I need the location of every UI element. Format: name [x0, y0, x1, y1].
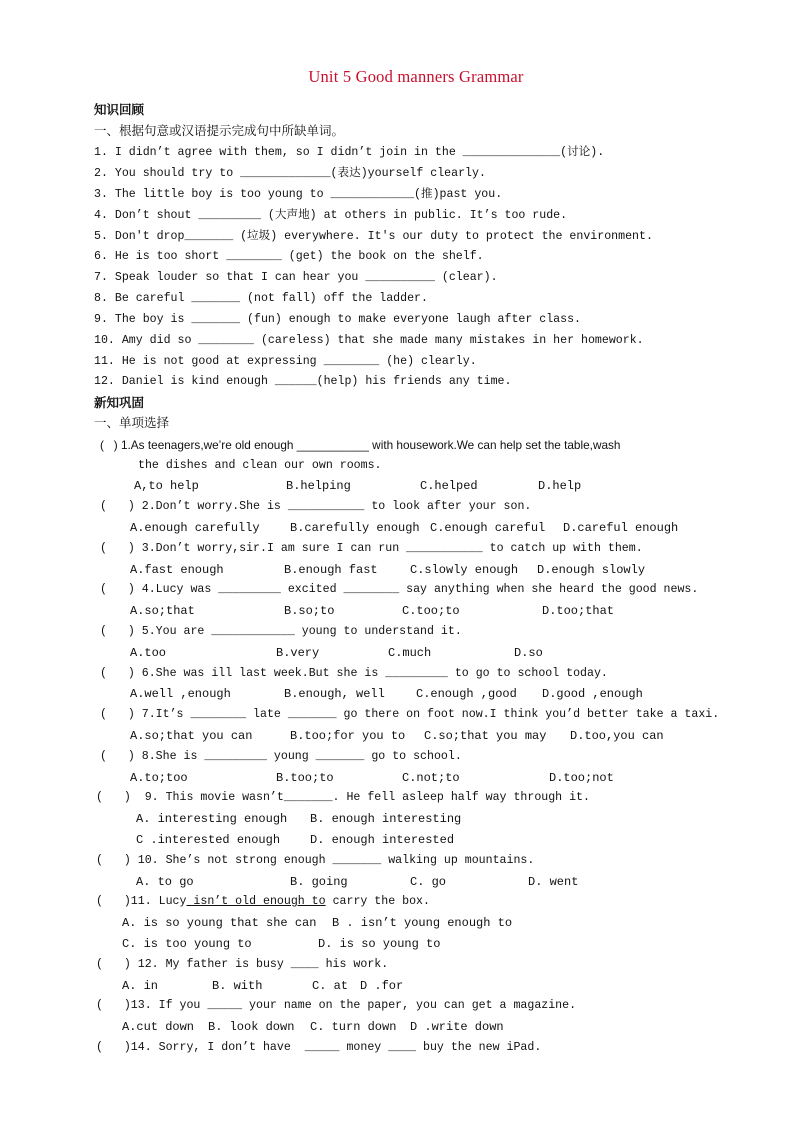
q3-option-b: B.enough fast — [284, 563, 378, 577]
fill-item-2: 2. You should try to _____________(表达)yourself clearly. — [94, 167, 486, 180]
part1-heading: 一、根据句意或汉语提示完成句中所缺单词。 — [94, 123, 345, 138]
q6-option-c: C.enough ,good — [416, 687, 517, 701]
q13-option-b: B. look down — [208, 1020, 295, 1034]
q11-option-d: D. is so young to — [318, 937, 441, 951]
mc-question-13: ( )13. If you _____ your name on the paper, you can get a magazine. — [96, 999, 577, 1012]
q2-option-c: C.enough careful — [430, 521, 546, 535]
mc-question-7: ( ) 7.It’s ________ late _______ go there on foot now.I think you’d better take a taxi. — [100, 708, 720, 721]
q2-option-d: D.careful enough — [563, 521, 679, 535]
mc-question-3: ( ) 3.Don’t worry,sir.I am sure I can run ___________ to catch up with them. — [100, 542, 643, 555]
fill-item-10: 10. Amy did so ________ (careless) that she made many mistakes in her homework. — [94, 334, 644, 347]
q10-option-a: A. to go — [136, 875, 194, 889]
q11-underlined-phrase: isn’t old enough to — [186, 895, 326, 908]
q7-option-b: B.too;for you to — [290, 729, 406, 743]
fill-item-5: 5. Don't drop_______ (垃圾) everywhere. It's our duty to protect the environment. — [94, 230, 653, 243]
mc-question-11 — [96, 894, 430, 910]
q12-option-a: A. in — [122, 979, 159, 993]
q3-option-d: D.enough slowly — [537, 563, 646, 577]
q9-option-d: D. enough interested — [310, 833, 455, 847]
q13-option-c: C. turn down — [310, 1020, 397, 1034]
q8-option-b: B.too;to — [276, 771, 334, 785]
q11-prefix: ( )11. Lucy — [96, 895, 187, 908]
q1-option-d: D.help — [538, 479, 582, 493]
q11-option-b: B . isn’t young enough to — [332, 916, 513, 930]
q4-option-d: D.too;that — [542, 604, 615, 618]
q8-option-c: C.not;to — [402, 771, 460, 785]
q4-option-a: A.so;that — [130, 604, 195, 618]
q5-option-c: C.much — [388, 646, 432, 660]
mc-question-12: ( ) 12. My father is busy ____ his work. — [96, 958, 389, 971]
q13-option-a: A.cut down — [122, 1020, 195, 1034]
mc-question-8: ( ) 8.She is _________ young _______ go to school. — [100, 750, 462, 763]
mc-question-9: ( ) 9. This movie wasn’t_______. He fell asleep half way through it. — [96, 791, 590, 804]
q4-option-c: C.too;to — [402, 604, 460, 618]
q9-option-b: B. enough interesting — [310, 812, 462, 826]
q9-option-c: C .interested enough — [136, 833, 281, 847]
q1-option-c: C.helped — [420, 479, 478, 493]
fill-item-1: 1. I didn’t agree with them, so I didn’t join in the ______________(讨论). — [94, 146, 605, 159]
q2-option-b: B.carefully enough — [290, 521, 420, 535]
fill-item-9: 9. The boy is _______ (fun) enough to make everyone laugh after class. — [94, 313, 582, 326]
q5-option-a: A.too — [130, 646, 167, 660]
q5-option-b: B.very — [276, 646, 320, 660]
q12-option-d: D .for — [360, 979, 404, 993]
part2-heading: 一、单项选择 — [94, 415, 170, 430]
mc-question-1-cont: the dishes and clean our own rooms. — [138, 459, 382, 472]
q1-option-b: B.helping — [286, 479, 351, 493]
fill-item-12: 12. Daniel is kind enough ______(help) his friends any time. — [94, 375, 512, 388]
mc-question-6: ( ) 6.She was ill last week.But she is _________ to go to school today. — [100, 667, 608, 680]
review-heading: 知识回顾 — [94, 102, 145, 117]
q10-option-b: B. going — [290, 875, 348, 889]
consolidate-heading: 新知巩固 — [94, 395, 145, 410]
q12-option-b: B. with — [212, 979, 263, 993]
fill-item-7: 7. Speak louder so that I can hear you __________ (clear). — [94, 271, 498, 284]
q11-option-c: C. is too young to — [122, 937, 252, 951]
fill-item-3: 3. The little boy is too young to ____________(推)past you. — [94, 188, 503, 201]
mc-question-1: ( ) 1.As teenagers,we’re old enough ___________ with housework.We can help set the table,wash — [100, 438, 621, 452]
mc-question-10: ( ) 10. She’s not strong enough _______ walking up mountains. — [96, 854, 535, 867]
q7-option-a: A.so;that you can — [130, 729, 253, 743]
q13-option-d: D .write down — [410, 1020, 504, 1034]
q11-option-a: A. is so young that she can — [122, 916, 317, 930]
q7-option-c: C.so;that you may — [424, 729, 547, 743]
q3-option-a: A.fast enough — [130, 563, 224, 577]
q6-option-a: A.well ,enough — [130, 687, 231, 701]
q10-option-d: D. went — [528, 875, 579, 889]
q9-option-a: A. interesting enough — [136, 812, 288, 826]
page-title: Unit 5 Good manners Grammar — [308, 67, 524, 86]
q2-option-a: A.enough carefully — [130, 521, 260, 535]
fill-item-4: 4. Don’t shout _________ (大声地) at others in public. It’s too rude. — [94, 209, 568, 222]
q8-option-d: D.too;not — [549, 771, 614, 785]
fill-item-8: 8. Be careful _______ (not fall) off the ladder. — [94, 292, 428, 305]
q3-option-c: C.slowly enough — [410, 563, 519, 577]
q4-option-b: B.so;to — [284, 604, 335, 618]
q12-option-c: C. at — [312, 979, 349, 993]
q6-option-b: B.enough, well — [284, 687, 385, 701]
q5-option-d: D.so — [514, 646, 543, 660]
mc-question-2: ( ) 2.Don’t worry.She is ___________ to look after your son. — [100, 500, 532, 513]
mc-question-5: ( ) 5.You are ____________ young to understand it. — [100, 625, 462, 638]
q7-option-d: D.too,you can — [570, 729, 664, 743]
fill-item-6: 6. He is too short ________ (get) the book on the shelf. — [94, 250, 484, 263]
q6-option-d: D.good ,enough — [542, 687, 643, 701]
q10-option-c: C. go — [410, 875, 447, 889]
q11-suffix: carry the box. — [325, 895, 430, 908]
mc-question-14: ( )14. Sorry, I don’t have _____ money ____ buy the new iPad. — [96, 1041, 542, 1054]
mc-question-4: ( ) 4.Lucy was _________ excited ________ say anything when she heard the good news. — [100, 583, 699, 596]
q1-option-a: A,to help — [134, 479, 199, 493]
q8-option-a: A.to;too — [130, 771, 188, 785]
fill-item-11: 11. He is not good at expressing ________ (he) clearly. — [94, 355, 477, 368]
